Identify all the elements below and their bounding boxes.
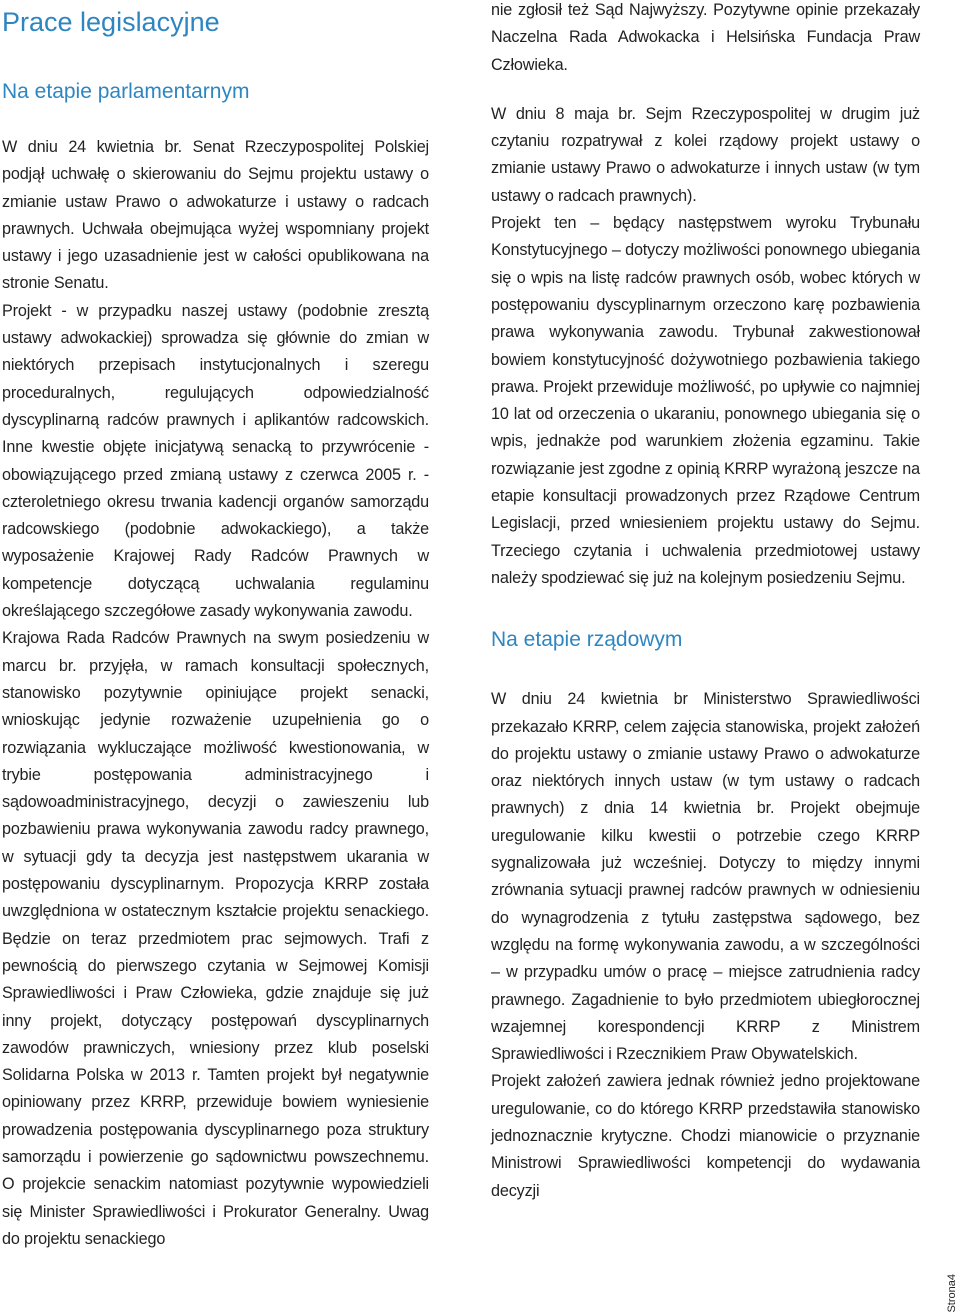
paragraph: Krajowa Rada Radców Prawnych na swym posiedzeniu w marcu br. przyjęła, w ramach konsultacji społecznych, stanowisko pozytywnie opiniujące projekt senacki, wnioskując jedynie rozważenie uzupełnienia go o rozwiązania wykluczające możliwość kwestionowania, w trybie postępowania administracyjnego i sądowoadministracyjnego, decyzji o zawieszeniu lub pozbawieniu prawa wykonywania zawodu radcy prawnego, w sytuacji gdy ta decyzja jest następstwem ukarania w postępowaniu dyscyplinarnym. Propozycja KRRP została uwzględniona w ostatecznym kształcie projektu senackiego. Będzie on teraz przedmiotem prac sejmowych. Trafi z pewnością do pierwszego czytania w Sejmowej Komisji Sprawiedliwości i Praw Człowieka, gdzie znajduje się już inny projekt, dotyczący postępowań dyscyplinarnych zawodów prawniczych, wniesiony przez klub poselski Solidarna Polska w 2013 r. Tamten projekt był negatywnie opiniowany przez KRRP, przewiduje bowiem wyniesienie prowadzenia postępowania dyscyplinarnego poza struktury samorządu i powierzenie go sądownictwu powszechnemu. O projekcie senackim natomiast pozytywnie wypowiedzieli się Minister Sprawiedliwości i Prokurator Generalny. Uwag do projektu senackiego: [2, 629, 429, 1248]
page-title: Prace legislacyjne: [2, 7, 220, 37]
page-number: Strona4: [946, 1274, 958, 1313]
section-heading-parliamentary: Na etapie parlamentarnym: [2, 80, 250, 103]
paragraph: Projekt założeń zawiera jednak również jedno projektowane uregulowanie, co do którego KRRP przedstawiła stanowisko jednoznacznie krytyczne. Chodzi mianowicie o przyznanie Ministrowi Sprawiedliwości kompetencji do wydawania decyzji: [491, 1072, 920, 1200]
paragraph: W dniu 24 kwietnia br. Senat Rzeczypospolitej Polskiej podjął uchwałę o skierowaniu do Sejmu projektu ustawy o zmianie ustaw Prawo o adwokaturze i ustawy o radcach prawnych. Uchwała obejmująca wyżej wspomniany projekt ustawy i jego uzasadnienie jest w całości opublikowana na stronie Senatu.: [2, 138, 429, 293]
left-column: [2, 0, 429, 1253]
paragraph: W dniu 8 maja br. Sejm Rzeczypospolitej w drugim już czytaniu rozpatrywał z kolei rządowy projekt ustawy o zmianie ustawy Prawo o adwokaturze i innych ustaw (w tym ustawy o radcach prawnych).: [491, 104, 920, 205]
right-column: [491, 0, 920, 1205]
paragraph: W dniu 24 kwietnia br Ministerstwo Sprawiedliwości przekazało KRRP, celem zajęcia stanowiska, projekt założeń do projektu ustawy o zmianie ustawy Prawo o adwokaturze oraz niektórych innych ustaw (w tym ustawy o radcach prawnych) z dnia 14 kwietnia br. Projekt obejmuje uregulowanie kilku kwestii o potrzebie czego KRRP sygnalizowała już wcześniej. Dotyczy to między innymi zrównania sytuacji prawnej radców prawnych w odniesieniu do wynagrodzenia z tytułu zastępstwa sądowego, bez względu na formę wykonywania zawodu, a w szczególności – w przypadku umów o pracę – miejsce zatrudnienia radcy prawnego. Zagadnienie to było przedmiotem ubiegłorocznej wzajemnej korespondencji KRRP z Ministrem Sprawiedliwości i Rzecznikiem Praw Obywatelskich.: [491, 690, 920, 1064]
paragraph: Projekt ten – będący następstwem wyroku Trybunału Konstytucyjnego – dotyczy możliwości ponownego ubiegania się o wpis na listę radców prawnych osób, wobec których w postępowaniu dyscyplinarnym orzeczono karę pozbawienia prawa wykonywania zawodu. Trybunał zakwestionował bowiem konstytucyjność dożywotniego pozbawienia takiego prawa. Projekt przewiduje możliwość, po upływie co najmniej 10 lat od orzeczenia o ukaraniu, ponownego ubiegania się o wpis, jednakże pod warunkiem złożenia egzaminu. Takie rozwiązanie jest zgodne z opinią KRRP wyrażoną jeszcze na etapie konsultacji prowadzonych przez Rządowe Centrum Legislacji, przed wniesieniem projektu ustawy do Sejmu. Trzeciego czytania i uchwalenia przedmiotowej ustawy należy spodziewać się już na kolejnym posiedzeniu Sejmu.: [491, 214, 920, 587]
section-heading-government: Na etapie rządowym: [491, 628, 683, 652]
paragraph: Projekt - w przypadku naszej ustawy (podobnie zresztą ustawy adwokackiej) sprowadza się głównie do zmian w niektórych przepisach instytucjonalnych i szeregu proceduralnych, regulujących odpowiedzialność dyscyplinarną radców prawnych i aplikantów radcowskich. Inne kwestie objęte inicjatywą senacką to przywrócenie - obowiązującego przed zmianą ustawy z czerwca 2005 r. - czteroletniego okresu trwania kadencji organów samorządu radcowskiego (podobnie adwokackiego), a także wyposażenie Krajowej Rady Radców Prawnych w kompetencje dotyczącą uchwalania regulaminu określającego szczegółowe zasady wykonywania zawodu.: [2, 301, 429, 621]
paragraph: nie zgłosił też Sąd Najwyższy. Pozytywne opinie przekazały Naczelna Rada Adwokacka i Helsińska Fundacja Praw Człowieka.: [491, 1, 920, 74]
